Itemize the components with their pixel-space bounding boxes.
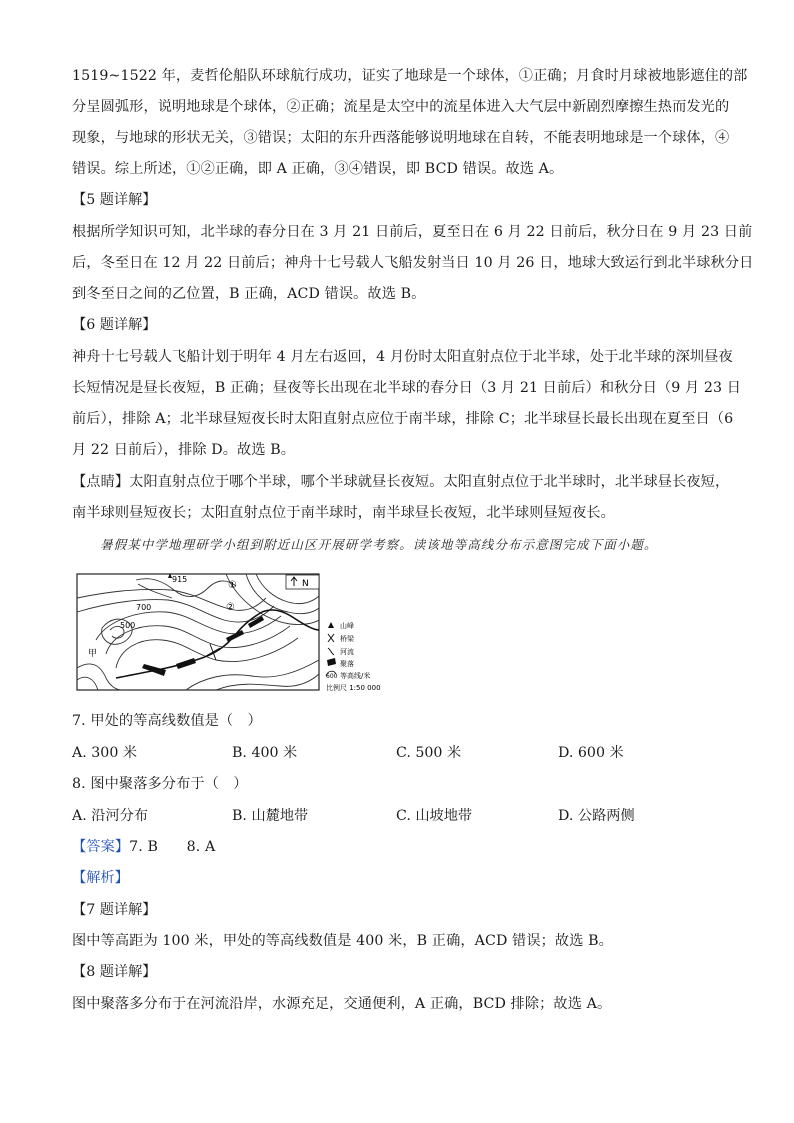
- paragraph-line: 根据所学知识可知，北半球的春分日在 3 月 21 日前后，夏至日在 6 月 22 日前后，秋分日在 9 月 23 日前: [72, 224, 753, 240]
- svg-text:河流: 河流: [340, 648, 354, 656]
- svg-text:聚落: 聚落: [340, 660, 354, 668]
- question-8: 8. 图中聚落多分布于（ ）: [72, 776, 248, 792]
- svg-text:N: N: [302, 579, 309, 589]
- svg-text:②: ②: [226, 602, 235, 613]
- answer-line: [72, 837, 215, 857]
- q7-option-d: D. 600 米: [558, 745, 624, 761]
- svg-text:甲: 甲: [88, 649, 98, 659]
- answer-value: 7. B 8. A: [129, 839, 216, 855]
- paragraph-line: 错误。综上所述，①②正确，即 A 正确，③④错误，即 BCD 错误。故选 A。: [72, 161, 564, 177]
- svg-text:500: 500: [120, 621, 136, 630]
- question-7: 7. 甲处的等高线数值是（ ）: [72, 713, 262, 729]
- q8-option-d: D. 公路两侧: [558, 808, 635, 824]
- q8-option-a: A. 沿河分布: [72, 808, 149, 824]
- paragraph-line: 到冬至日之间的乙位置，B 正确，ACD 错误。故选 B。: [72, 286, 426, 302]
- svg-text:915: 915: [172, 575, 188, 584]
- svg-text:600: 600: [326, 673, 338, 680]
- q8-option-c: C. 山坡地带: [396, 808, 473, 824]
- question-intro: 暑假某中学地理研学小组到附近山区开展研学考察。读该地等高线分布示意图完成下面小题。: [100, 537, 658, 552]
- svg-text:等高线/米: 等高线/米: [340, 672, 371, 680]
- svg-text:比例尺 1:50 000: 比例尺 1:50 000: [326, 684, 381, 692]
- paragraph-line: 图中等高距为 100 米，甲处的等高线数值是 400 米，B 正确，ACD 错误；故选 B。: [72, 933, 613, 949]
- paragraph-line: 月 22 日前后），排除 D。故选 B。: [72, 442, 296, 458]
- paragraph-line: 前后），排除 A；北半球昼短夜长时太阳直射点应位于南半球，排除 C；北半球昼长最长出现在夏至日（6: [72, 411, 734, 427]
- key-point-line: 【点睛】太阳直射点位于哪个半球，哪个半球就昼长夜短。太阳直射点位于北半球时，北半球昼长夜短，: [72, 474, 730, 490]
- paragraph-line: 1519~1522 年，麦哲伦船队环球航行成功，证实了地球是一个球体，①正确；月食时月球被地影遮住的部: [72, 68, 748, 84]
- q8-option-b: B. 山麓地带: [232, 808, 309, 824]
- paragraph-line: 后，冬至日在 12 月 22 日前后；神舟十七号载人飞船发射当日 10 月 26 日，地球大致运行到北半球秋分日: [72, 255, 754, 271]
- paragraph-line: 长短情况是昼长夜短，B 正确；昼夜等长出现在北半球的春分日（3 月 21 日前后）和秋分日（9 月 23 日: [72, 380, 742, 396]
- section-heading-5: 【5 题详解】: [72, 192, 157, 208]
- q7-option-a: A. 300 米: [72, 745, 138, 761]
- svg-text:桥梁: 桥梁: [340, 635, 354, 643]
- map-legend: [326, 621, 381, 692]
- answer-label: 【答案】: [72, 839, 130, 855]
- contour-map-figure: [76, 568, 386, 696]
- section-heading-8: 【8 题详解】: [72, 964, 157, 980]
- svg-text:①: ①: [228, 580, 237, 591]
- analysis-label: 【解析】: [72, 870, 129, 886]
- paragraph-line: 神舟十七号载人飞船计划于明年 4 月左右返回，4 月份时太阳直射点位于北半球，处于北半球的深圳昼夜: [72, 349, 733, 365]
- q7-option-b: B. 400 米: [232, 745, 298, 761]
- paragraph-line: 图中聚落多分布于在河流沿岸，水源充足，交通便利，A 正确，BCD 排除；故选 A。: [72, 996, 612, 1012]
- section-heading-7: 【7 题详解】: [72, 902, 157, 918]
- section-heading-6: 【6 题详解】: [72, 317, 157, 333]
- q7-option-c: C. 500 米: [396, 745, 462, 761]
- paragraph-line: 现象，与地球的形状无关，③错误；太阳的东升西落能够说明地球在自转，不能表明地球是一个球体，④: [72, 130, 730, 146]
- svg-text:山峰: 山峰: [340, 622, 354, 630]
- svg-text:700: 700: [136, 603, 152, 612]
- paragraph-line: 分呈圆弧形，说明地球是个球体，②正确；流星是太空中的流星体进入大气层中新剧烈摩擦生热而发光的: [72, 99, 730, 115]
- key-point-line: 南半球则昼短夜长；太阳直射点位于南半球时，南半球昼长夜短，北半球则昼短夜长。: [72, 505, 615, 521]
